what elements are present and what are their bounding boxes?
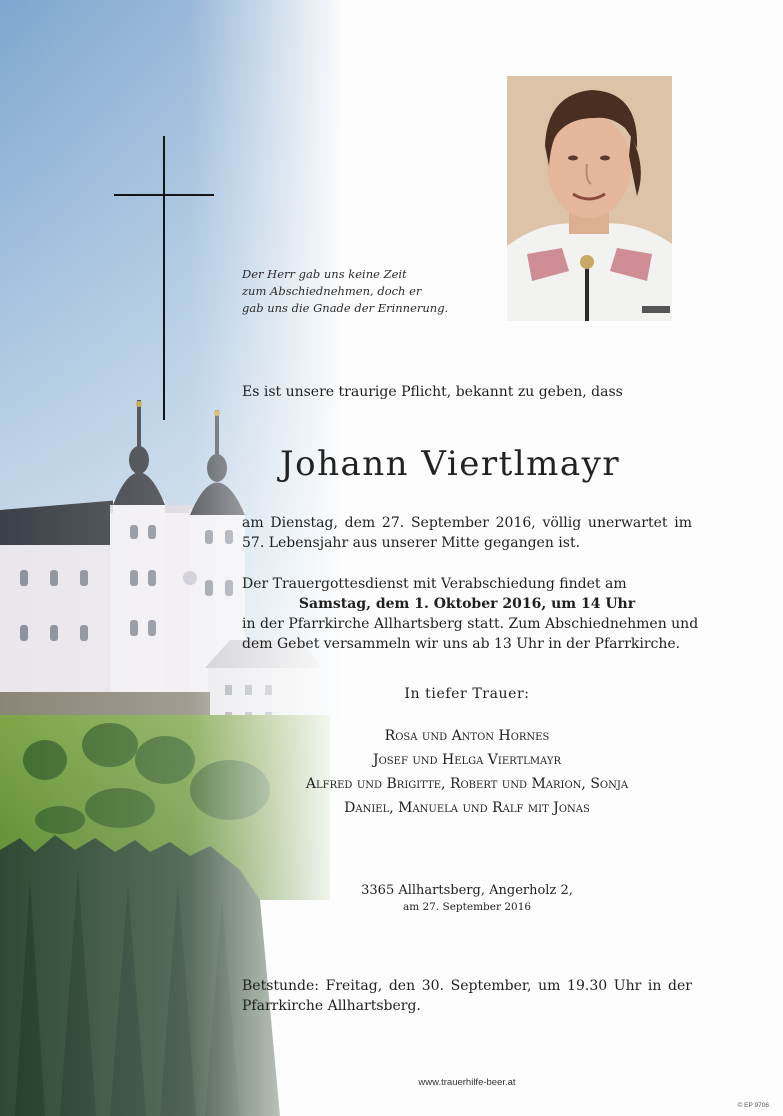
prayer-notice xyxy=(242,976,692,1016)
announcement-intro: Es ist unsere traurige Pflicht, bekannt zu geben, dass xyxy=(242,384,623,400)
print-code: © EP 9706 xyxy=(737,1102,769,1109)
prayer-line: Pfarrkirche Allhartsberg. xyxy=(242,998,421,1014)
memorial-quote xyxy=(242,266,472,317)
portrait-photo xyxy=(507,76,672,321)
mourner-line: Alfred und Brigitte, Robert und Marion, Sonja xyxy=(305,776,629,792)
service-date-time: Samstag, dem 1. Oktober 2016, um 14 Uhr xyxy=(298,596,636,612)
grief-heading: In tiefer Trauer: xyxy=(404,686,530,702)
service-line: dem Gebet versammeln wir uns ab 13 Uhr in der Pfarrkirche. xyxy=(242,636,681,652)
address-block xyxy=(242,882,692,916)
service-line: in der Pfarrkirche Allhartsberg statt. Zum Abschiednehmen und xyxy=(242,616,699,632)
mourners-list xyxy=(242,724,692,820)
deceased-name: Johann Viertlmayr xyxy=(280,444,621,484)
address: 3365 Allhartsberg, Angerholz 2, xyxy=(361,883,573,898)
death-notice xyxy=(242,513,692,553)
death-notice-line: 57. Lebensjahr aus unserer Mitte gegangen ist. xyxy=(242,535,581,551)
mourner-line: Rosa und Anton Hornes xyxy=(384,728,550,744)
quote-line: zum Abschiednehmen, doch er xyxy=(242,284,422,298)
website-link[interactable]: www.trauerhilfe-beer.at xyxy=(418,1077,516,1088)
service-line: Der Trauergottesdienst mit Verabschiedung findet am xyxy=(242,576,627,592)
funeral-service xyxy=(242,574,699,654)
quote-line: Der Herr gab uns keine Zeit xyxy=(242,267,407,281)
mourner-line: Josef und Helga Viertlmayr xyxy=(372,752,561,768)
quote-line: gab uns die Gnade der Erinnerung. xyxy=(242,301,449,315)
mourner-line: Daniel, Manuela und Ralf mit Jonas xyxy=(344,800,590,816)
death-notice-line: am Dienstag, dem 27. September 2016, völlig unerwartet im xyxy=(242,515,692,531)
address-date: am 27. September 2016 xyxy=(402,901,532,913)
prayer-line: Betstunde: Freitag, den 30. September, um 19.30 Uhr in der xyxy=(242,978,692,994)
